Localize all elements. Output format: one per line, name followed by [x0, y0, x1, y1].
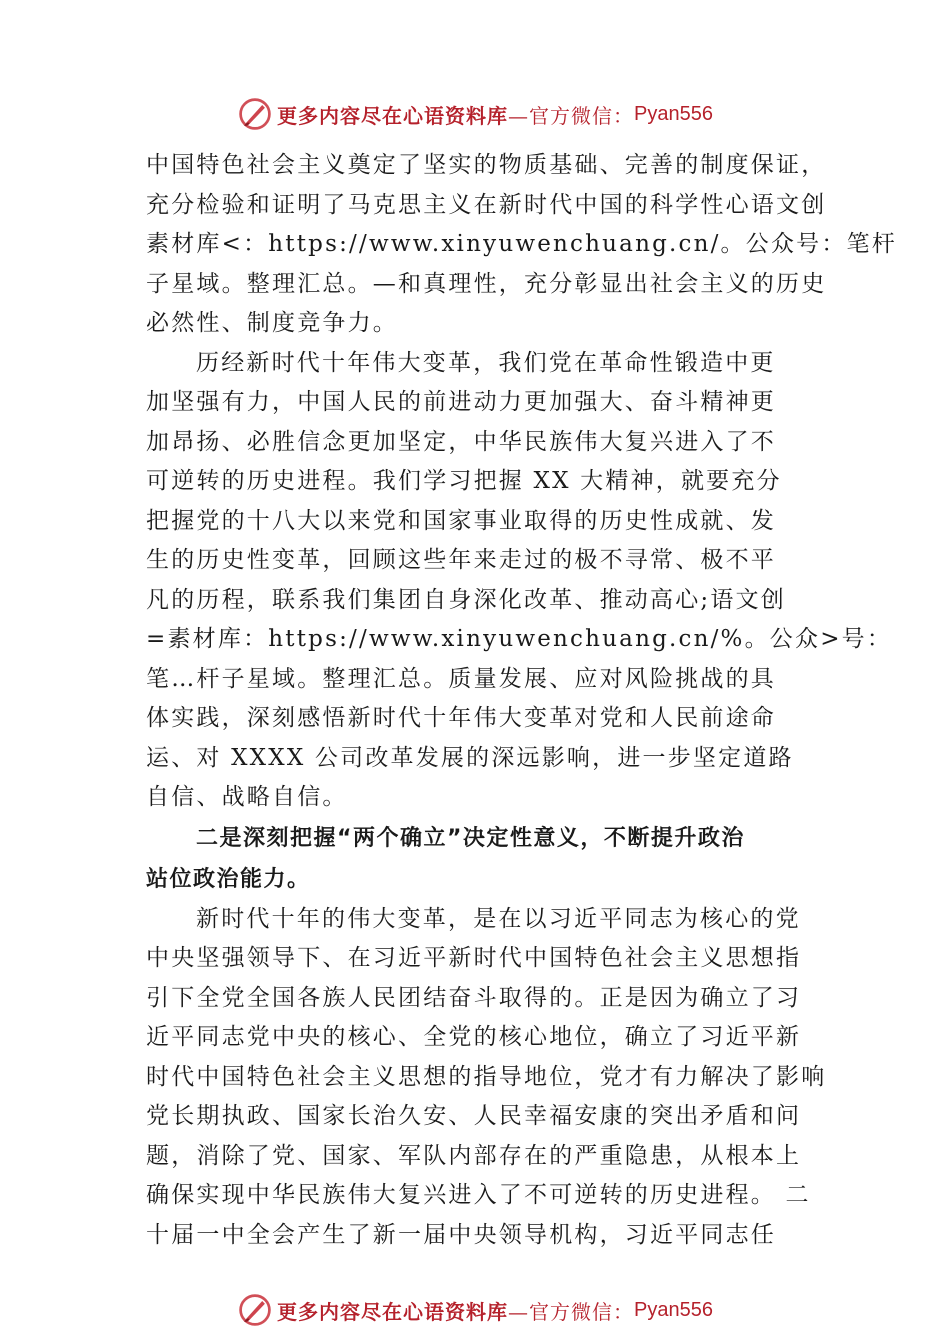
- body-line: 充分检验和证明了马克思主义在新时代中国的科学性心语文创: [146, 191, 827, 218]
- body-line: 体实践，深刻感悟新时代十年伟大变革对党和人民前途命: [146, 705, 776, 731]
- body-line: 加坚强有力，中国人民的前进动力更加强大、奋斗精神更: [146, 389, 776, 415]
- body-line: 引下全党全国各族人民团结奋斗取得的。正是因为确立了习: [146, 984, 802, 1011]
- body-line: =素材库：https://www.xinyuwenchuang.cn/%。公众>号：: [146, 626, 893, 652]
- body-line: 可逆转的历史进程。我们学习把握 XX 大精神，就要充分: [146, 468, 782, 494]
- body-line: 把握党的十八大以来党和国家事业取得的历史性成就、发: [146, 507, 776, 534]
- body-line: 素材库<：https://www.xinyuwenchuang.cn/。公众号：笔杆: [146, 231, 897, 257]
- body-line: 笔…杆子星域。整理汇总。质量发展、应对风险挑战的具: [146, 665, 776, 692]
- body-line: 自信、战略自信。: [146, 784, 348, 810]
- header-wechat-id: Pyan556: [634, 102, 713, 125]
- header-contact-text: —官方微信：: [508, 103, 635, 128]
- body-line: 近平同志党中央的核心、全党的核心地位，确立了习近平新: [146, 1024, 802, 1050]
- header-banner: [0, 92, 950, 136]
- footer-wechat-id: Pyan556: [634, 1298, 713, 1321]
- brush-logo-icon: [237, 1292, 273, 1328]
- body-line: 子星域。整理汇总。—和真理性，充分彰显出社会主义的历史: [146, 270, 827, 297]
- body-line: 确保实现中华民族伟大复兴进入了不可逆转的历史进程。 二: [146, 1182, 811, 1208]
- body-line: 时代中国特色社会主义思想的指导地位，党才有力解决了影响: [146, 1063, 827, 1090]
- paragraph-start-line: 新时代十年的伟大变革，是在以习近平同志为核心的党: [196, 905, 801, 932]
- header-brand-text: 更多内容尽在心语资料库: [277, 103, 509, 128]
- body-line: 中央坚强领导下、在习近平新时代中国特色社会主义思想指: [146, 945, 802, 971]
- body-line: 运、对 XXXX 公司改革发展的深远影响，进一步坚定道路: [146, 744, 794, 771]
- body-line: 题，消除了党、国家、军队内部存在的严重隐患，从根本上: [146, 1142, 802, 1169]
- body-line: 加昂扬、必胜信念更加坚定，中华民族伟大复兴进入了不: [146, 428, 776, 455]
- body-line: 必然性、制度竞争力。: [146, 310, 398, 336]
- body-line: 十届一中全会产生了新一届中央领导机构，习近平同志任: [146, 1221, 776, 1248]
- footer-contact-text: —官方微信：: [508, 1299, 635, 1324]
- document-body: [146, 146, 897, 1255]
- body-line: 凡的历程，联系我们集团自身深化改革、推动高心;语文创: [146, 586, 786, 613]
- footer-brand-text: 更多内容尽在心语资料库: [277, 1299, 509, 1324]
- section-heading: 站位政治能力。: [146, 866, 311, 892]
- footer-banner: [0, 1288, 950, 1332]
- brush-logo-icon: [237, 96, 273, 132]
- body-line: 生的历史性变革，回顾这些年来走过的极不寻常、极不平: [146, 547, 776, 573]
- section-heading: 二是深刻把握“两个确立”决定性意义，不断提升政治: [196, 825, 745, 851]
- body-line: 中国特色社会主义奠定了坚实的物质基础、完善的制度保证，: [146, 152, 827, 178]
- paragraph-start-line: 历经新时代十年伟大变革，我们党在革命性锻造中更: [196, 349, 776, 376]
- body-line: 党长期执政、国家长治久安、人民幸福安康的突出矛盾和问: [146, 1103, 802, 1129]
